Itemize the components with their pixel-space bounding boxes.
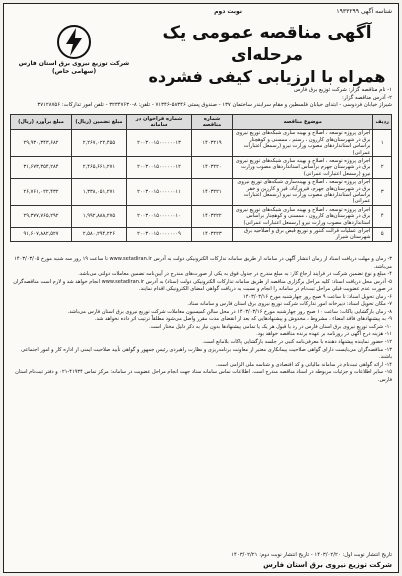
table-row	[11, 157, 392, 178]
table-row	[11, 178, 392, 206]
term-item: ۶- زمان تحویل اسناد: تا ساعت ۹ صبح روز چهارشنبه مورخ ۱۴۰۳/۰۳/۱۶	[243, 293, 392, 300]
row-system-number: ۲۰۰۳۰۰۱۵۰۰۰۰۰۰۱۰	[127, 206, 192, 227]
row-guarantee: ۱,۳۳۸,۰۵۱,۲۷۱	[72, 178, 127, 206]
term-item: ۱۵- سایر اطلاعات و جزئیات مربوطه در اسناد مناقصه مندرج است. اطلاعات تماس سامانه ستاد جهت انجام مراحل عضویت در سامانه: مرکز تماس ۴۱۹۳۴-۰۲۱ و دفتر ثبت‌نام استان فارس.	[15, 369, 392, 383]
company-type: (سهامی خاص)	[51, 68, 97, 75]
table-row	[11, 227, 392, 242]
intro-line: شیراز خیابان فردوسی - ابتدای خیابان فلسطین و مقام سرابندر ساختمان ۱۳۷ - صندوق پستی ۵۸۳۴۶-۷۱۳۴۶ - تلفن: ۸-۳۲۳۴۷۶۳۰ - تلفن امور تدارکات: ۳۷۱۲۸۷۵۶	[37, 102, 392, 109]
term-item: ۱۰- شرکت توزیع نیروی برق استان فارس در رد یا قبول هر یک یا تمامی پیشنهادها بدون نیاز به ذکر دلیل مختار است.	[149, 323, 392, 330]
col-header-tender-number: شماره مناقصه	[192, 115, 233, 130]
row-subject: اجرای پروژه توسعه ، اصلاح و بهینه سازی شبکه‌های توزیع نیروی برق در شهرستان‌های کازرون ، ممسنی و کوهچنار براساس استانداردهای مصوب وزارت نیرو (رسمعل اعتبارات عمرانی)	[233, 206, 373, 227]
term-item: ۱۲- حضور نماینده پیشنهاد دهنده با معرفی‌نامه کتبی در جلسه بازگشایی پاکات بلامانع است.	[202, 339, 392, 346]
notice-meta	[12, 8, 392, 18]
row-tender-number: ۱۴۰۳۲۲۱	[192, 178, 233, 206]
table-row	[11, 129, 392, 157]
row-number: ۲	[373, 157, 392, 178]
row-estimate: ۳۱,۶۷۳,۳۵۴,۲۸۴	[11, 157, 72, 178]
term-item: ۵- آدرس محل دریافت اسناد: کلیه مراحل برگزاری مناقصه از طریق سامانه تدارکات الکترونیکی دولت (ستاد) به آدرس www.setadiran.ir انجام خواهد شد و لازم است مناقصه‌گران در صورت عدم عضویت قبلی مراحل ثبت‌نام در سامانه را انجام و نسبت به دریافت گواهی امضای الکترونیکی اقدام نمایند.	[13, 278, 392, 293]
col-header-estimate: مبلغ برآورد (ریال)	[11, 115, 72, 130]
publish-dates: تاریخ انتشار نوبت اول: ۱۴۰۳/۰۲/۲۰ - تاریخ انتشار نوبت دوم: ۱۴۰۳/۰۲/۲۱	[231, 552, 392, 558]
row-guarantee: ۲,۴۶۵,۶۶۱,۲۷۱	[72, 157, 127, 178]
tender-notice-page	[3, 3, 399, 573]
term-item: ۴- مبلغ و نوع تضمین شرکت در فرایند ارجاع کار: به مبلغ مندرج در جدول فوق به یکی از صورت‌های مندرج در آیین‌نامه تضمین معاملات دولتی می‌باشد.	[78, 271, 392, 278]
row-system-number: ۲۰۰۳۰۰۱۵۰۰۰۰۰۰۱۳	[127, 129, 192, 157]
table-header-row	[11, 115, 392, 130]
row-estimate: ۲۹,۳۷۷,۷۶۵,۲۹۲	[11, 206, 72, 227]
lightning-logo-icon	[54, 24, 94, 60]
signature: شرکت توزیع نیروی برق استان فارس	[263, 561, 392, 569]
notice-title	[142, 22, 392, 88]
term-item: ۱۴- ارائه گواهی ثبت‌نام در سامانه مالیاتی و کد اقتصادی و شناسه ملی الزامی است.	[216, 361, 392, 368]
term-item: ۸- زمان بازگشایی پاکات: ساعت ۱۰ صبح روز چهارشنبه مورخ ۱۴۰۳/۰۳/۱۶ در محل سالن کمیسیون معاملات شرکت توزیع نیروی برق استان فارس می‌باشد.	[67, 308, 392, 315]
row-system-number: ۲۰۰۳۰۰۱۵۰۰۰۰۰۰۱۲	[127, 157, 192, 178]
tender-table	[10, 114, 392, 242]
row-estimate: ۹۱,۶۰۷,۸۸۲,۵۲۷	[11, 227, 72, 242]
title-line-1: آگهی مناقصه عمومی یک مرحله‌ای	[162, 23, 372, 65]
row-guarantee: ۲,۲۶۷,۰۲۲,۴۵۵	[72, 129, 127, 157]
row-guarantee: ۲,۵۸۰,۲۹۴,۲۲۶	[72, 227, 127, 242]
row-number: ۳	[373, 178, 392, 206]
term-item: ۹- به پیشنهادهای فاقد امضاء ، مشروط ، مخدوش و پیشنهادهایی که بعد از انقضای مدت مقرر واصل می‌شود مطلقاً ترتیب اثر داده نخواهد شد.	[94, 316, 392, 323]
row-estimate: ۲۶,۷۶۱,۰۲۲,۴۳۲	[11, 178, 72, 206]
table-row	[11, 206, 392, 227]
term-item: ۷- مکان تحویل اسناد: دبیرخانه امور تدارکات شرکت توزیع نیروی برق استان فارس و سامانه ستاد.	[187, 301, 392, 308]
notice-intro	[10, 87, 392, 110]
row-number: ۱	[373, 129, 392, 157]
title-line-2: همراه با ارزیابی کیفی فشرده	[148, 67, 386, 86]
row-number: ۴	[373, 206, 392, 227]
row-estimate: ۲۹,۹۳۰,۳۴۳,۶۸۲	[11, 129, 72, 157]
company-logo	[14, 24, 134, 84]
row-subject: اجرای عملیات قرائت کنتور و توزیع قبض برق و اصلاحیه برق شهرستان شیراز	[233, 227, 373, 242]
row-tender-number: ۱۴۰۳۲۱۹	[192, 129, 233, 157]
row-system-number: ۲۰۰۳۰۰۱۵۰۰۰۰۰۰۰۹	[127, 227, 192, 242]
company-name: شرکت توزیع نیروی برق استان فارس	[18, 60, 130, 67]
row-tender-number: ۱۴۰۳۲۲۰	[192, 157, 233, 178]
row-subject: اجرای پروژه توسعه ، اصلاح و بهینه‌سازی شبکه‌های توزیع نیروی برق در شهرستان‌های جهرم، فیروزآباد، قیر و کارزین و خفر براساس استانداردهای مصوب وزارت نیرو (رسمعل اعتبارات عمرانی)	[233, 178, 373, 206]
notice-terms	[10, 256, 392, 384]
term-item: ۳- زمان و مهلت دریافت اسناد از زمان انتشار آگهی در سامانه از طریق سامانه تدارکات الکترونیکی دولت به آدرس www.setadiran.ir تا ساعت ۱۹ روز سه شنبه مورخ ۱۴۰۳/۰۳/۰۵ می‌باشد.	[14, 256, 392, 270]
term-item: ۱۱- هزینه درج آگهی در روزنامه بر عهده برنده مناقصه خواهد بود.	[256, 331, 392, 338]
row-tender-number: ۱۴۰۳۲۲۳	[192, 227, 233, 242]
term-item: ۱۳- مناقصه‌گران می‌بایست دارای گواهی صلاحیت پیمانکاری معتبر از معاونت برنامه‌ریزی و نظارت راهبردی رئیس جمهور و گواهی تأیید صلاحیت ایمنی از اداره کار و امور اجتماعی باشند.	[21, 346, 392, 361]
col-header-system-number: شماره فراخوان در سامانه	[127, 115, 192, 130]
intro-line: ۱- نام مناقصه گزار: شرکت توزیع برق فارس	[293, 87, 392, 93]
row-system-number: ۲۰۰۳۰۰۱۵۰۰۰۰۰۰۱۱	[127, 178, 192, 206]
row-subject: اجرای پروژه توسعه ، اصلاح و بهینه سازی شبکه‌های توزیع نیروی برق در شهرستان‌های کازرون ، رستم ، ممسنی و کوهچنار براساس استانداردهای مصوب وزارت نیرو (رسمعل اعتبارات عمرانی)	[233, 129, 373, 157]
row-subject: اجرای پروژه توسعه ، اصلاح و بهینه سازی شبکه‌های توزیع نیروی برق در شهرستان جهرم براساس استانداردهای مصوب وزارت نیرو (رسمعل اعتبارات عمرانی)	[233, 157, 373, 178]
notice-round: نوبت دوم	[214, 8, 242, 15]
row-tender-number: ۱۴۰۳۲۲۲	[192, 206, 233, 227]
col-header-row-number: ردیف	[373, 115, 392, 130]
col-header-guarantee: مبلغ تضمین (ریال)	[72, 115, 127, 130]
notice-id: شناسه آگهی ۱۹۳۳۲۹۹	[336, 8, 392, 15]
row-number: ۵	[373, 227, 392, 242]
intro-line: ۲- آدرس مناقصه گزار:	[342, 94, 392, 101]
row-guarantee: ۱,۹۹۲,۸۸۸,۲۷۵	[72, 206, 127, 227]
col-header-subject: موضوع مناقصه	[233, 115, 373, 130]
